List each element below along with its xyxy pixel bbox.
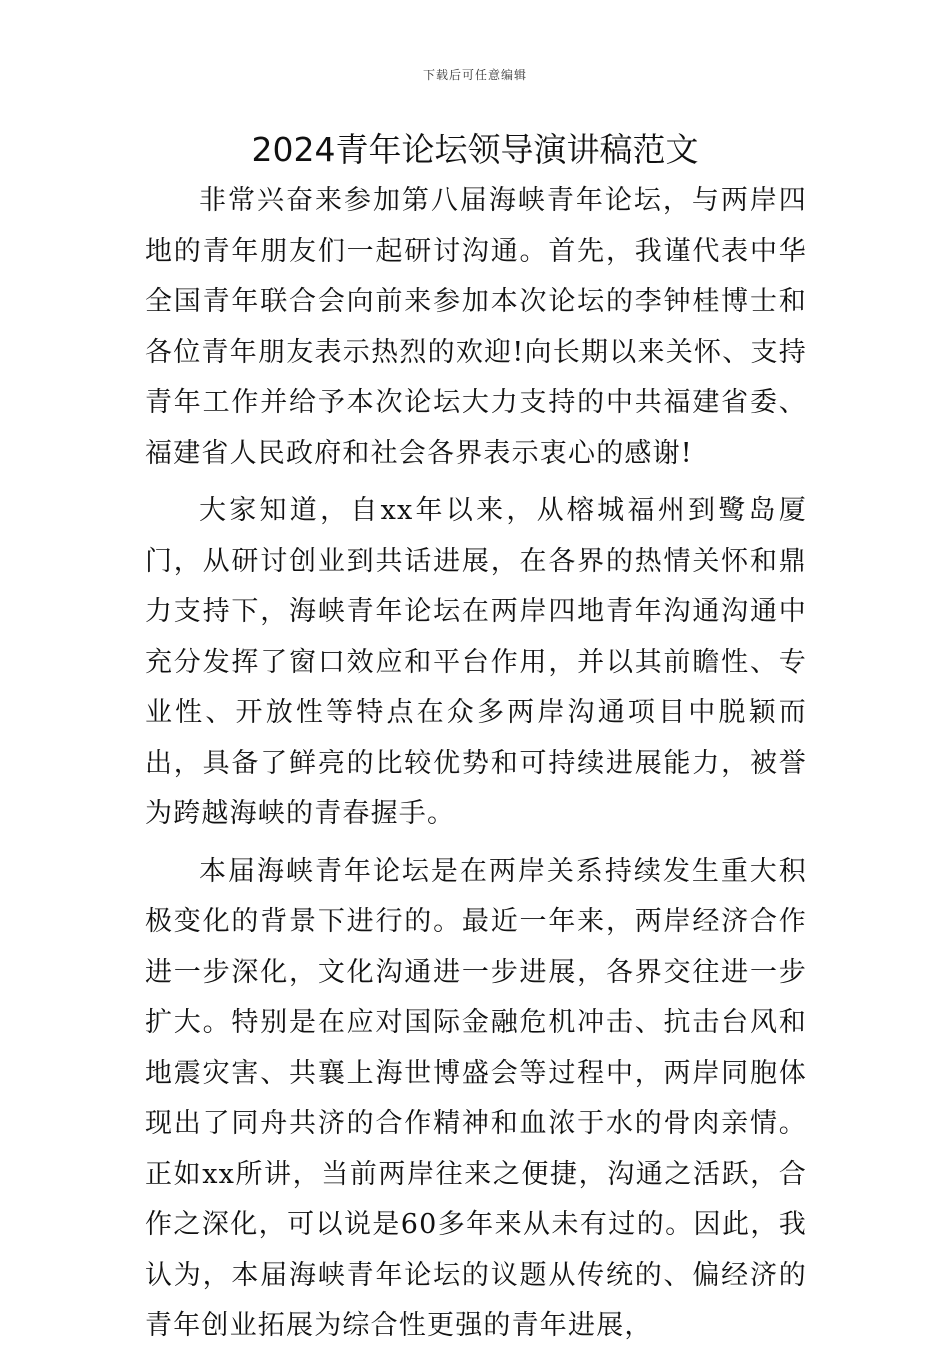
paragraph-2: 大家知道，自xx年以来，从榕城福州到鹭岛厦门，从研讨创业到共话进展，在各界的热情关怀和鼎力支持下，海峡青年论坛在两岸四地青年沟通沟通中充分发挥了窗口效应和平台作用，并以其前瞻性、专业性、开放性等特点在众多两岸沟通项目中脱颖而出，具备了鲜亮的比较优势和可持续进展能力，被誉为跨越海峡的青春握手。 [145, 495, 807, 829]
header-note: 下载后可任意编辑 [422, 68, 527, 82]
paragraph-3: 本届海峡青年论坛是在两岸关系持续发生重大积极变化的背景下进行的。最近一年来，两岸经济合作进一步深化，文化沟通进一步进展，各界交往进一步扩大。特别是在应对国际金融危机冲击、抗击台风和地震灾害、共襄上海世博盛会等过程中，两岸同胞体现出了同舟共济的合作精神和血浓于水的骨肉亲情。正如xx所讲，当前两岸往来之便捷，沟通之活跃，合作之深化，可以说是60多年来从未有过的。因此，我认为，本届海峡青年论坛的议题从传统的、偏经济的青年创业拓展为综合性更强的青年进展， [145, 855, 807, 1341]
document-body [145, 176, 807, 1359]
paragraph-1: 非常兴奋来参加第八届海峡青年论坛，与两岸四地的青年朋友们一起研讨沟通。首先，我谨代表中华全国青年联合会向前来参加本次论坛的李钟桂博士和各位青年朋友表示热烈的欢迎!向长期以来关怀、支持青年工作并给予本次论坛大力支持的中共福建省委、福建省人民政府和社会各界表示衷心的感谢! [145, 185, 807, 469]
document-title: 2024青年论坛领导演讲稿范文 [251, 130, 699, 169]
